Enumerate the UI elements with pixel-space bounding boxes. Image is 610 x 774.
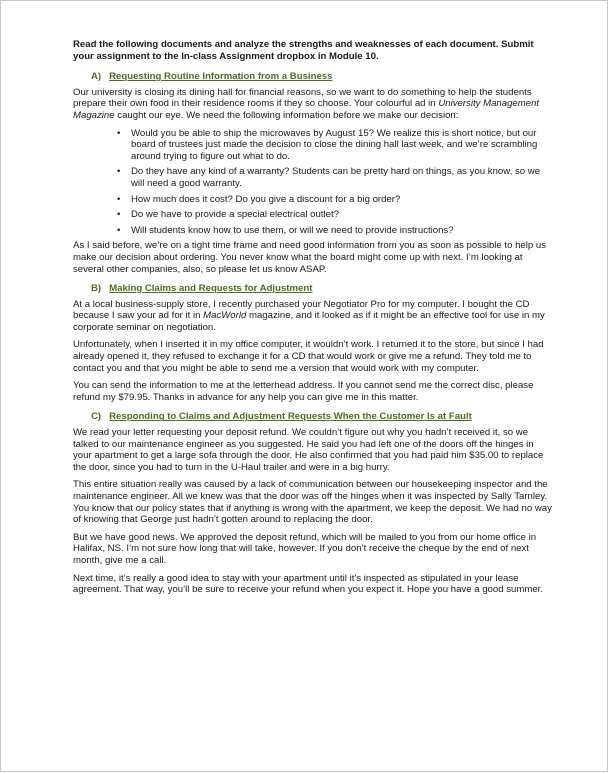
bullet-icon: • [117,127,121,139]
section-c-letter: C) [91,411,102,423]
list-item [117,127,553,163]
section-c-paragraph-3: But we have good news. We approved the deposit refund, which will be mailed to you from our home office in Halifax, NS. I’m not sure how long that will take, however. If you don’t receive the cheque by the end of next month, give me a call. [73,531,537,566]
section-c-heading [73,411,553,423]
document-body [73,39,553,602]
section-a-title: Requesting Routine Information from a Business [109,71,333,83]
bullet-icon: • [117,166,121,178]
section-b-letter: B) [91,283,102,295]
magazine-title: University Management Magazine [73,98,540,121]
magazine-name: MacWorld [203,310,247,322]
list-item-text: Do we have to provide a special electrical outlet? [131,209,339,221]
section-b-paragraph-3: You can send the information to me at the letterhead address. If you cannot send me the correct disc, please refund my $79.95. Thanks in advance for any help you can give me in this matter. [73,380,534,403]
section-b-heading [73,283,553,295]
section-c-paragraph-2: This entire situation really was caused by a lack of communication between our housekeeping inspector and the maintenance engineer. All we knew was that the door was off the hinges when it was inspected by Sally Tarnley. You know that our policy states that if anything is wrong with the apartment, we keep the deposit. We had no way of knowing that George just hadn’t gotten around to replacing the door. [73,479,552,526]
section-a-p1-text: Our university is closing its dining hall for financial reasons, so we want to do something to help the students prepare their own food in their residence rooms if they so choose. Your colourful ad in [73,86,532,110]
list-item-text: How much does it cost? Do you give a discount for a big order? [131,193,401,205]
section-a-paragraph-2: As I said before, we’re on a tight time frame and need good information from you as soon as possible to help us make our decision about ordering. You never know what the board might come up with next. I’m looking at several other companies, also, so please let us know ASAP. [73,240,547,275]
list-item-text: Do they have any kind of a warranty? Students can be pretty hard on things, as you know, so we will need a good warranty. [131,166,541,189]
section-b-paragraph-1 [73,299,553,334]
list-item [117,166,553,189]
section-a-heading [73,71,553,83]
list-item-text: Will students know how to use them, or will we need to provide instructions? [131,224,454,236]
bullet-icon: • [117,224,121,236]
list-item [117,224,553,237]
section-b-title: Making Claims and Requests for Adjustment [109,283,313,295]
section-c-paragraph-1: We read your letter requesting your deposit refund. We couldn’t figure out why you hadn’t received it, so we talked to our maintenance engineer as you suggested. He said you had left one of the doors off the hinges in your apartment to get a large sofa through the door. He also confirmed that you had paid him $35.00 to replace the door, since you had to turn in the U-Haul trailer and were in a big hurry. [73,427,544,473]
section-a-letter: A) [91,71,102,83]
bullet-icon: • [117,193,121,205]
section-c-paragraph-4: Next time, it’s really a good idea to stay with your apartment until it’s inspected as stipulated in your lease agreement. That way, you’ll be sure to receive your refund when you expect it. Hope you have a good summer. [73,572,543,596]
section-a-paragraph-1 [73,87,553,122]
assignment-instructions: Read the following documents and analyze the strengths and weaknesses of each document. Submit your assignment to the In-class Assignment dropbox in Module 10. [73,39,534,62]
section-c-title: Responding to Claims and Adjustment Requests When the Customer Is at Fault [109,411,472,423]
list-item [117,193,553,206]
list-item [117,209,553,221]
section-b-p1-text-end: magazine, and it looked as if it might be an effective tool for use in my corporate seminar on negotiation. [73,310,545,333]
section-b-p1-text: At a local business-supply store, I recently purchased your Negotiator Pro for my computer. I bought the CD because I saw your ad for it in [73,298,530,322]
section-b-paragraph-2: Unfortunately, when I inserted it in my office computer, it wouldn’t work. I returned it to the store, but since I had already opened it, they refused to exchange it for a CD that would work or give me a refund. They told me to contact you and that you might be able to send me a version that would work with my computer. [73,339,544,374]
list-item-text: Would you be able to ship the microwaves by August 15? We realize this is short notice, but our board of trustees just made the decision to close the dining hall last week, and we’re scrambling around trying to figure out what to do. [131,127,538,162]
bullet-icon: • [117,209,121,221]
question-list [73,128,553,237]
section-a-p1-text-end: caught our eye. We need the following information before we make our decision: [114,109,459,121]
